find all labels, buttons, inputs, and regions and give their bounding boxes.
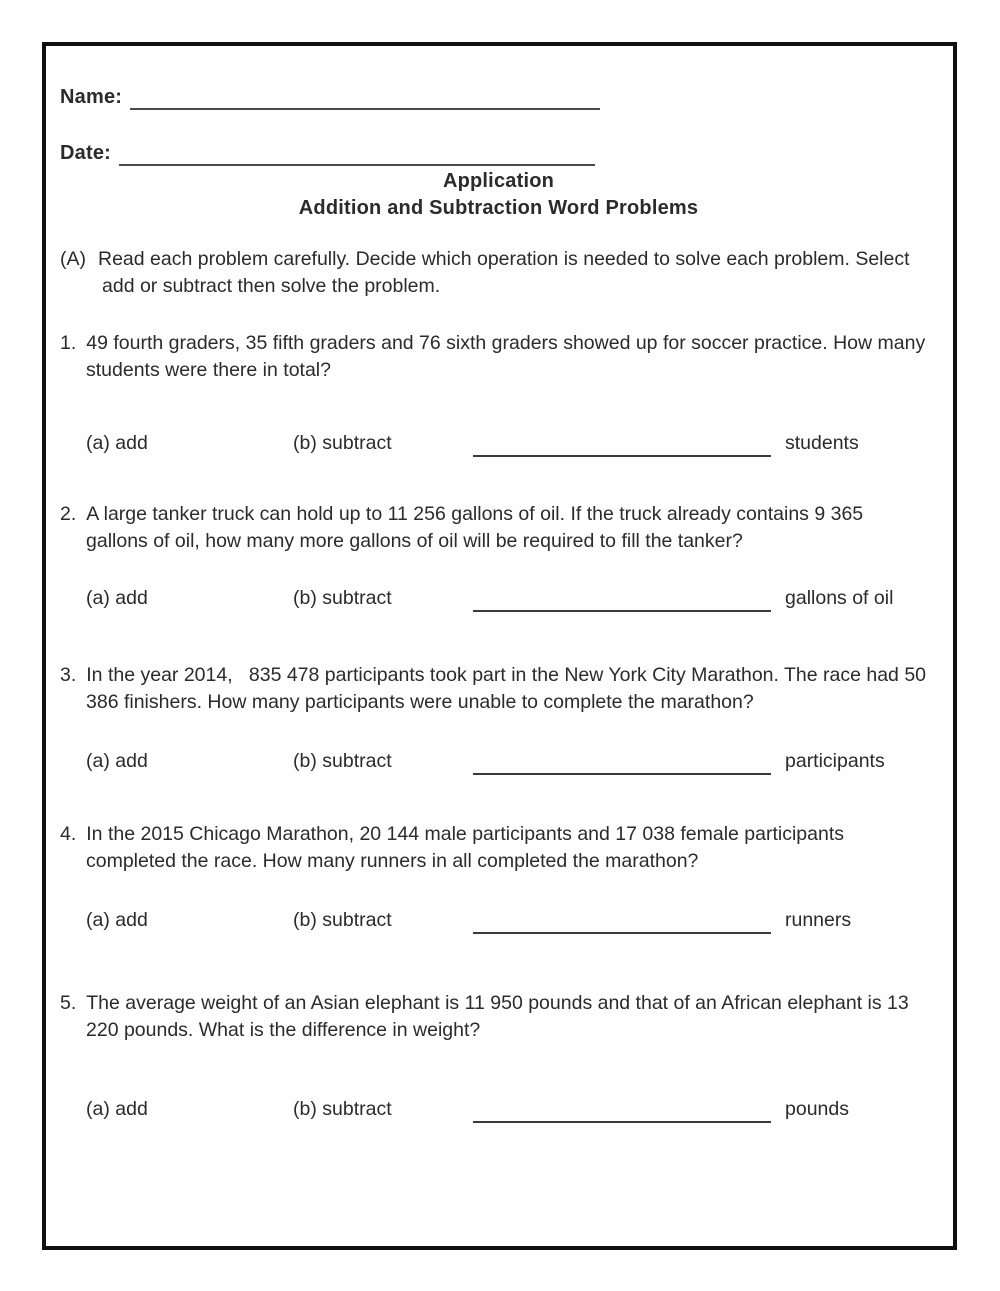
problem-3-option-subtract[interactable]: (b) subtract [293, 750, 392, 772]
problem-3-unit: participants [785, 750, 885, 772]
problem-5-unit: pounds [785, 1098, 849, 1120]
name-field-row [60, 84, 937, 110]
problem-4-unit: runners [785, 909, 852, 931]
problem-5-option-subtract[interactable]: (b) subtract [293, 1098, 392, 1120]
title-line-2: Addition and Subtraction Word Problems [298, 197, 699, 219]
problem-1-unit: students [785, 432, 859, 454]
problem-3-body: In the year 2014, 835 478 participants took part in the New York City Marathon. The race had 50 386 finishers. How many participants were unable to complete the marathon? [86, 664, 932, 713]
problem-1-number: 1. [60, 332, 77, 354]
problem-2-text [60, 501, 937, 555]
problem-1-body: 49 fourth graders, 35 fifth graders and 76 sixth graders showed up for soccer practice. How many students were there in total? [86, 332, 931, 381]
date-input-line[interactable] [119, 142, 595, 166]
worksheet-title [60, 168, 937, 222]
problem-4-option-add[interactable]: (a) add [86, 909, 148, 931]
problem-4-body: In the 2015 Chicago Marathon, 20 144 male participants and 17 038 female participants completed the race. How many runners in all completed the marathon? [86, 823, 850, 872]
worksheet-content [46, 46, 953, 1123]
problem-5-answer-row [60, 1096, 937, 1123]
problem-5-body: The average weight of an Asian elephant is 11 950 pounds and that of an African elephant is 13 220 pounds. What is the difference in weight? [86, 992, 915, 1041]
problem-5-option-add[interactable]: (a) add [86, 1098, 148, 1120]
problem-5-text [60, 990, 937, 1044]
instructions-text: Read each problem carefully. Decide which operation is needed to solve each problem. Select add or subtract then solve the problem. [98, 248, 910, 297]
instructions-prefix: (A) [60, 248, 86, 270]
problem-3-text [60, 662, 937, 716]
problem-2-answer-blank[interactable] [473, 586, 771, 612]
name-label: Name: [60, 86, 123, 108]
problem-4-answer-blank[interactable] [473, 908, 771, 934]
problem-4-option-subtract[interactable]: (b) subtract [293, 909, 392, 931]
problem-1-answer-row [60, 430, 937, 457]
problem-3-answer-row [60, 748, 937, 775]
date-label: Date: [60, 142, 112, 164]
problem-2-option-subtract[interactable]: (b) subtract [293, 587, 392, 609]
problem-1-option-subtract[interactable]: (b) subtract [293, 432, 392, 454]
date-field-row [60, 140, 937, 166]
worksheet-page-border [42, 42, 957, 1250]
name-input-line[interactable] [130, 86, 600, 110]
instructions [60, 246, 937, 300]
problem-2-option-add[interactable]: (a) add [86, 587, 148, 609]
problem-1-option-add[interactable]: (a) add [86, 432, 148, 454]
problem-5-number: 5. [60, 992, 77, 1014]
problem-2-unit: gallons of oil [785, 587, 894, 609]
problem-3-option-add[interactable]: (a) add [86, 750, 148, 772]
problem-2-number: 2. [60, 503, 77, 525]
problem-1-answer-blank[interactable] [473, 431, 771, 457]
problem-3-number: 3. [60, 664, 77, 686]
title-line-1: Application [442, 170, 555, 192]
problem-3-answer-blank[interactable] [473, 749, 771, 775]
problem-4-number: 4. [60, 823, 77, 845]
problem-4-text [60, 821, 937, 875]
problem-2-body: A large tanker truck can hold up to 11 256 gallons of oil. If the truck already contains 9 365 gallons of oil, how many more gallons of oil will be required to fill the tanker? [86, 503, 874, 552]
problem-4-answer-row [60, 907, 937, 934]
problem-5-answer-blank[interactable] [473, 1097, 771, 1123]
problem-2-answer-row [60, 585, 937, 612]
problem-1-text [60, 330, 937, 384]
